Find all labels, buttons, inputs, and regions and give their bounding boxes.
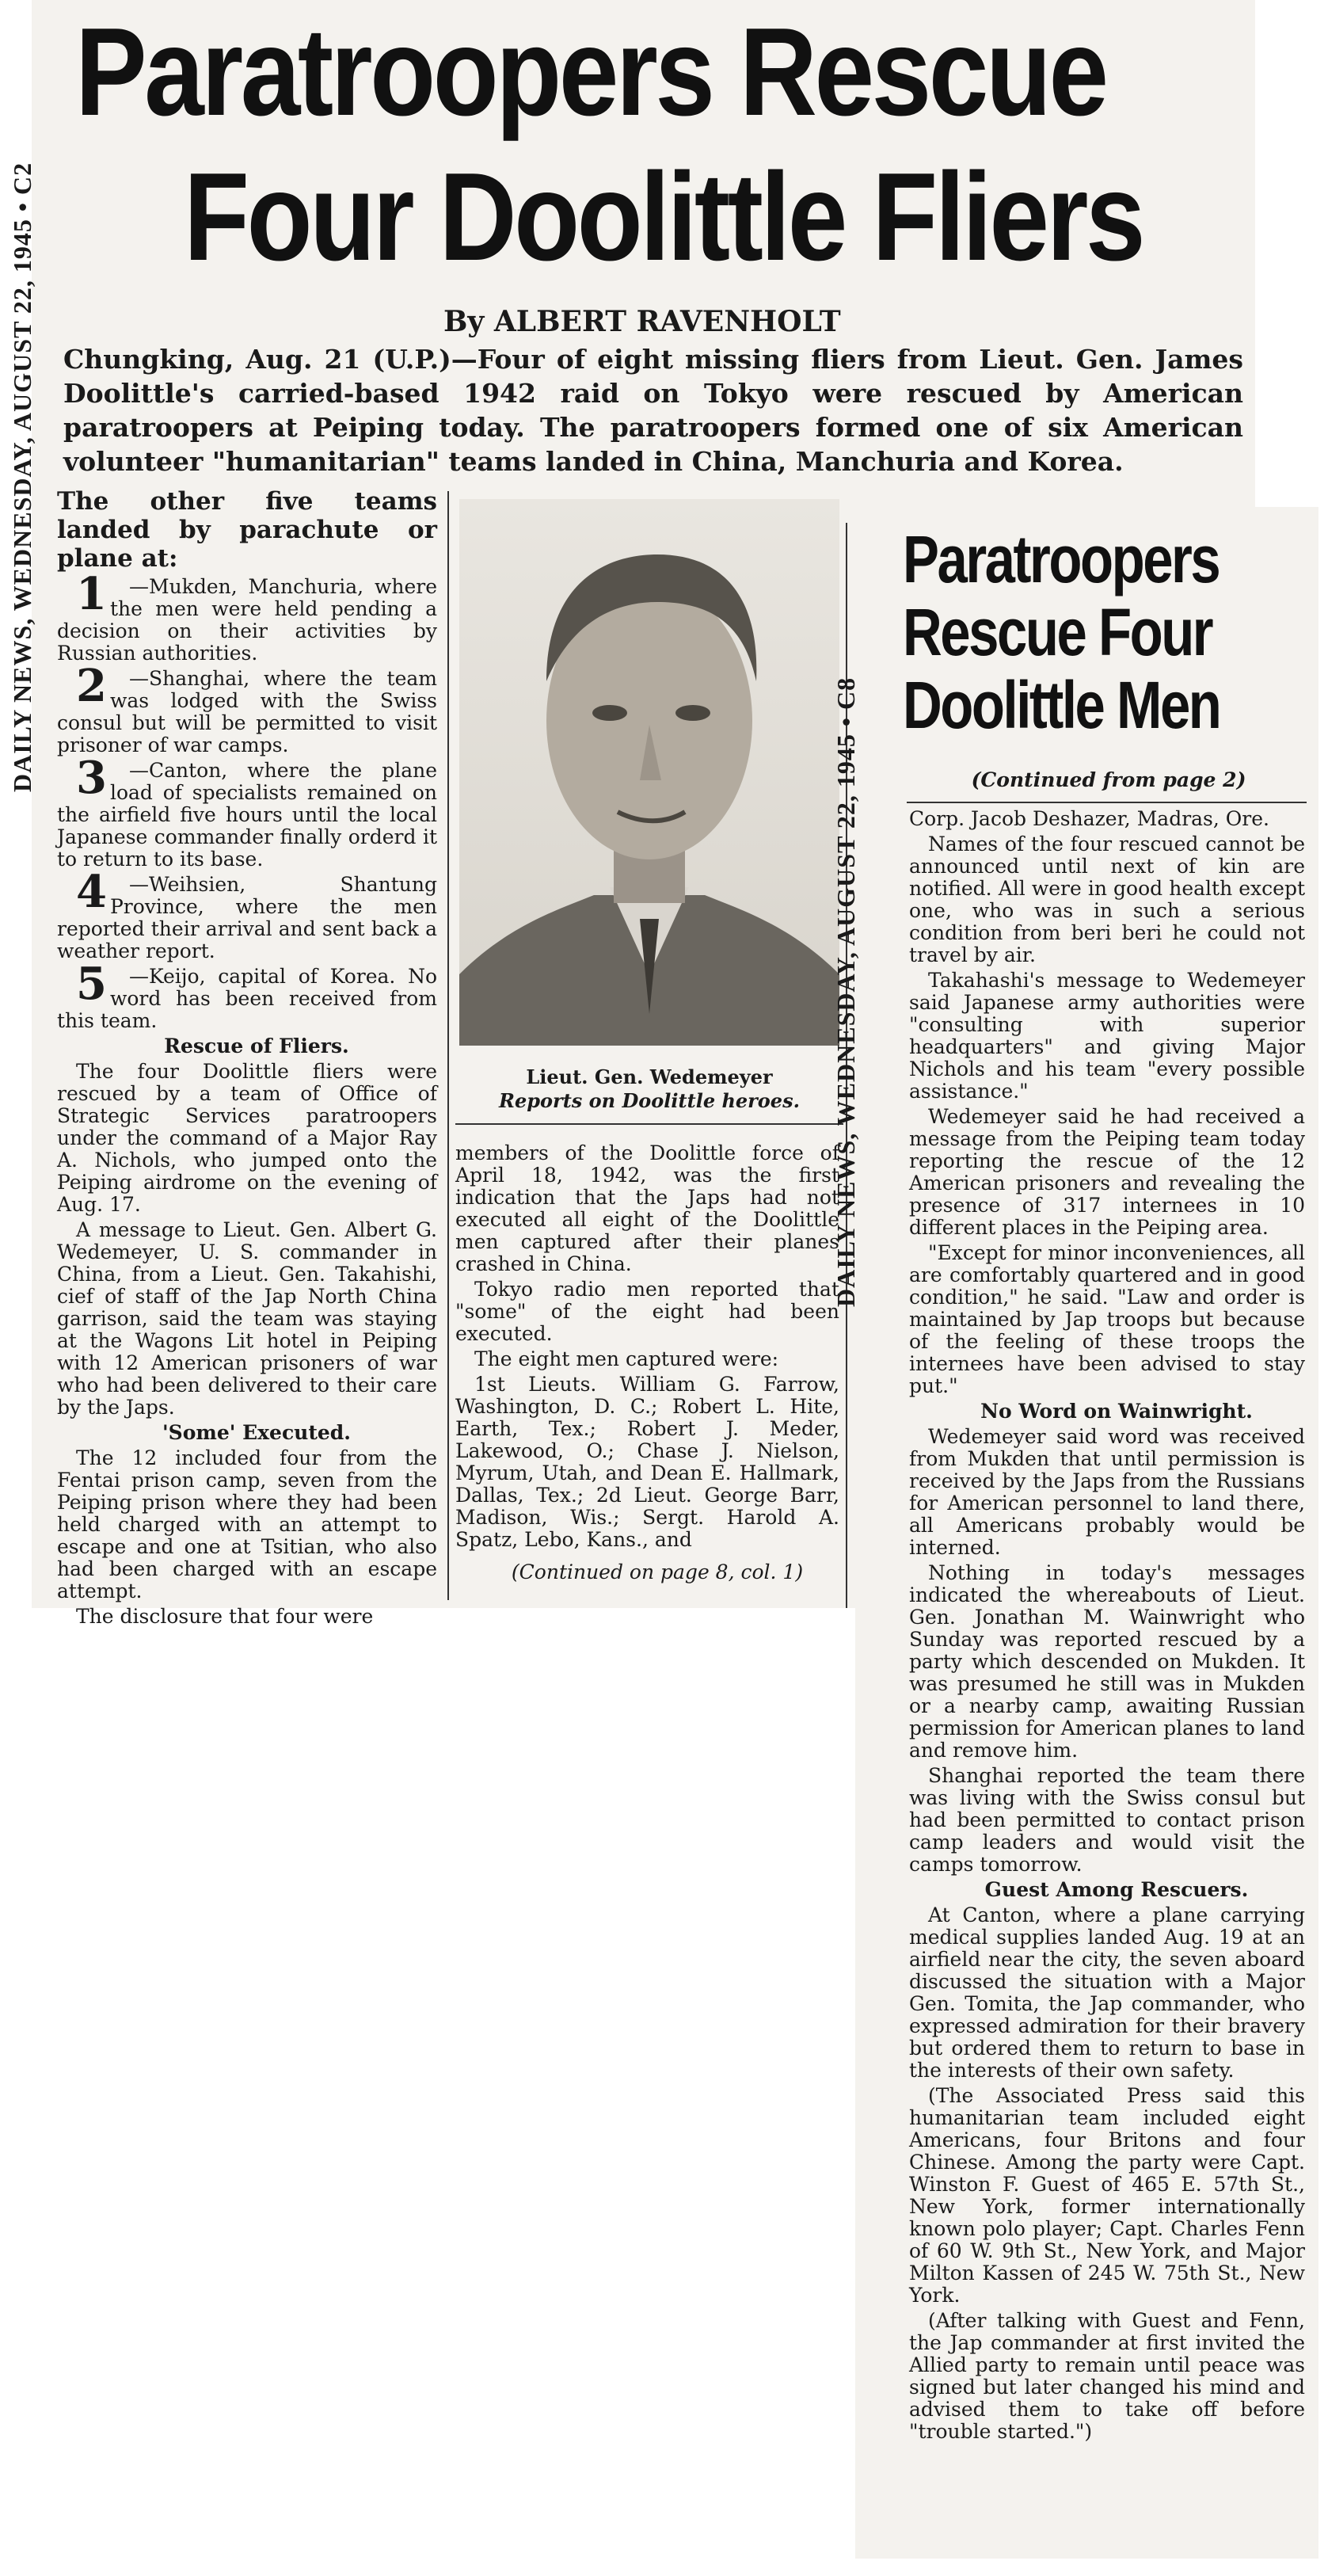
paragraph: members of the Doolittle force of April 18, 1942, was the first indication that the Japs had not executed all eight of the Doolittle men captured after their planes crashed in China. <box>455 1141 839 1275</box>
headline-line-3: Doolittle Men <box>903 668 1220 742</box>
paragraph: Tokyo radio men reported that "some" of the eight had been executed. <box>455 1278 839 1345</box>
caption-name: Lieut. Gen. Wedemeyer <box>526 1065 773 1088</box>
paragraph: Names of the four rescued cannot be announced until next of kin are notified. All were in good health except one, who was in such a serious condition from beri beri he could not travel by air. <box>909 833 1305 966</box>
list-number: 3 <box>76 752 107 804</box>
paragraph: The disclosure that four were <box>76 1605 374 1628</box>
list-item <box>57 568 437 665</box>
paragraph: A message to Lieut. Gen. Albert G. Wedemeyer, U. S. commander in China, from a Lieut. Gen. Takahishi, cief of staff of the Jap North China garrison, said the team was staying at the Wagons Lit hotel in Peiping with 12 American prisoners of war who had been delivered to their care by the Japs. <box>57 1218 437 1419</box>
paragraph: The 12 included four from the Fentai prison camp, seven from the Peiping prison where they had been held charged with an attempt to escape and one at Tsitian, who also had been charged with an escape attempt. <box>57 1446 437 1602</box>
paragraph: Wedemeyer said word was received from Mukden that until permission is received by the Japs from the Russians for American personnel to land there, all Americans probably would be interned. <box>909 1425 1305 1559</box>
paragraph: The four Doolittle fliers were rescued by a team of Office of Strategic Services paratroopers under the command of a Major Ray A. Nichols, who jumped onto the Peiping airdrome on the evening of Aug. 17. <box>57 1060 437 1216</box>
paragraph: Wedemeyer said he had received a message from the Peiping team today reporting the rescue of the 12 American prisoners and revealing the presence of 317 internees in 10 different places in the Peiping area. <box>909 1105 1305 1239</box>
paragraph: Nothing in today's messages indicated the whereabouts of Lieut. Gen. Jonathan M. Wainwright who Sunday was reported rescued by a party which descended on Mukden. It was presumed he still was in Mukden or a nearby camp, awaiting Russian permission for American planes to land and remove him. <box>909 1561 1305 1762</box>
dateline-page-8: DAILY NEWS, WEDNESDAY, AUGUST 22, 1945 • C8 <box>831 676 860 1307</box>
paragraph: 1st Lieuts. William G. Farrow, Washington, D. C.; Robert L. Hite, Earth, Tex.; Robert J. Meder, Lakewood, O.; Chase J. Nielson, Myrum, Utah, and Dean E. Hallmark, Dallas, Tex.; 2d Lieut. George Barr, Madison, Wis.; Sergt. Harold A. Spatz, Lebo, Kans., and <box>455 1373 839 1551</box>
paragraph: At Canton, where a plane carrying medical supplies landed Aug. 19 at an airfield near the city, the seven aboard discussed the situation with a Major Gen. Tomita, the Jap commander, who expressed admiration for their bravery but ordered them to return to base in the interests of their own safety. <box>909 1903 1305 2082</box>
list-text: —Keijo, capital of Korea. No word has been received from this team. <box>57 965 437 1032</box>
paragraph: "Except for minor inconveniences, all are comfortably quartered and in good condition," he said. "Law and order is maintained by Jap troops but because of the feeling of these troops the internees have been advised to stay put." <box>909 1241 1305 1397</box>
photo-caption <box>459 1065 839 1113</box>
paragraph: Corp. Jacob Deshazer, Madras, Ore. <box>909 807 1269 830</box>
headline-line-1: Paratroopers Rescue <box>75 2 1106 142</box>
paragraph: Shanghai reported the team there was living with the Swiss consul but had been permitted to contact prison camp leaders and would visit the camps tomorrow. <box>909 1764 1305 1876</box>
paragraph: The eight men captured were: <box>474 1347 779 1370</box>
list-number: 1 <box>76 568 107 620</box>
list-text: —Weihsien, Shantung Province, where the men reported their arrival and sent back a weather report. <box>57 873 437 962</box>
list-text: —Mukden, Manchuria, where the men were held pending a decision on their activities by Russian authorities. <box>57 575 437 665</box>
list-number: 4 <box>76 866 107 918</box>
subhead-rescue: Rescue of Fliers. <box>164 1035 349 1057</box>
headline-line-1: Paratroopers <box>903 522 1220 596</box>
headline-rule <box>907 802 1307 803</box>
list-number: 5 <box>76 958 107 1010</box>
headline-continued <box>903 523 1240 741</box>
subhead-executed: 'Some' Executed. <box>162 1421 351 1444</box>
list-text: —Shanghai, where the team was lodged with the Swiss consul but will be permitted to visit prisoner of war camps. <box>57 667 437 756</box>
paragraph: (After talking with Guest and Fenn, the Jap commander at first invited the Allied party to remain until peace was signed but later changed his mind and advised them to take off before "trouble started.") <box>909 2309 1305 2443</box>
column-continued <box>909 808 1305 2446</box>
column-middle <box>455 1142 839 1554</box>
list-number: 2 <box>76 660 107 712</box>
caption-subtitle: Reports on Doolittle heroes. <box>499 1089 800 1112</box>
continued-from-note: (Continued from page 2) <box>971 768 1246 791</box>
list-item <box>57 866 437 962</box>
byline: By ALBERT RAVENHOLT <box>443 305 841 338</box>
column-left <box>57 487 437 1631</box>
dateline-page-2: DAILY NEWS, WEDNESDAY, AUGUST 22, 1945 • C2 <box>8 162 36 792</box>
list-text: —Canton, where the plane load of specialists remained on the airfield five hours until the local Japanese commander finally orderd it to return to its base. <box>57 759 437 871</box>
lede-paragraph: Chungking, Aug. 21 (U.P.)—Four of eight missing fliers from Lieut. Gen. James Doolittle's carried-based 1942 raid on Tokyo were rescued by American paratroopers at Peiping today. The paratroopers formed one of six American volunteer "humanitarian" teams landed in China, Manchuria and Korea. <box>63 344 1243 477</box>
intro-paragraph: The other five teams landed by parachute or plane at: <box>57 487 437 573</box>
headline-line-2: Four Doolittle Fliers <box>184 147 1143 287</box>
list-item <box>57 660 437 756</box>
continued-note: (Continued on page 8, col. 1) <box>511 1560 804 1583</box>
portrait-illustration <box>459 499 839 1046</box>
subhead-guest: Guest Among Rescuers. <box>984 1878 1249 1901</box>
list-item <box>57 752 437 871</box>
paragraph: (The Associated Press said this humanitarian team included eight Americans, four Britons and four Chinese. Among the party were Capt. Winston F. Guest of 465 E. 57th St., New York, former internationally known polo player; Capt. Charles Fenn of 60 W. 9th St., New York, and Major Milton Kassen of 245 W. 75th St., New York. <box>909 2084 1305 2307</box>
paragraph: Takahashi's message to Wedemeyer said Japanese army authorities were "consulting with superior headquarters" and giving Major Nichols and his team "every possible assistance." <box>909 969 1305 1103</box>
subhead-wainwright: No Word on Wainwright. <box>980 1400 1253 1423</box>
column-rule <box>447 491 449 1600</box>
headline-line-2: Rescue Four <box>903 595 1212 669</box>
list-item <box>57 958 437 1032</box>
caption-rule <box>455 1123 843 1125</box>
portrait-photo <box>459 499 839 1046</box>
